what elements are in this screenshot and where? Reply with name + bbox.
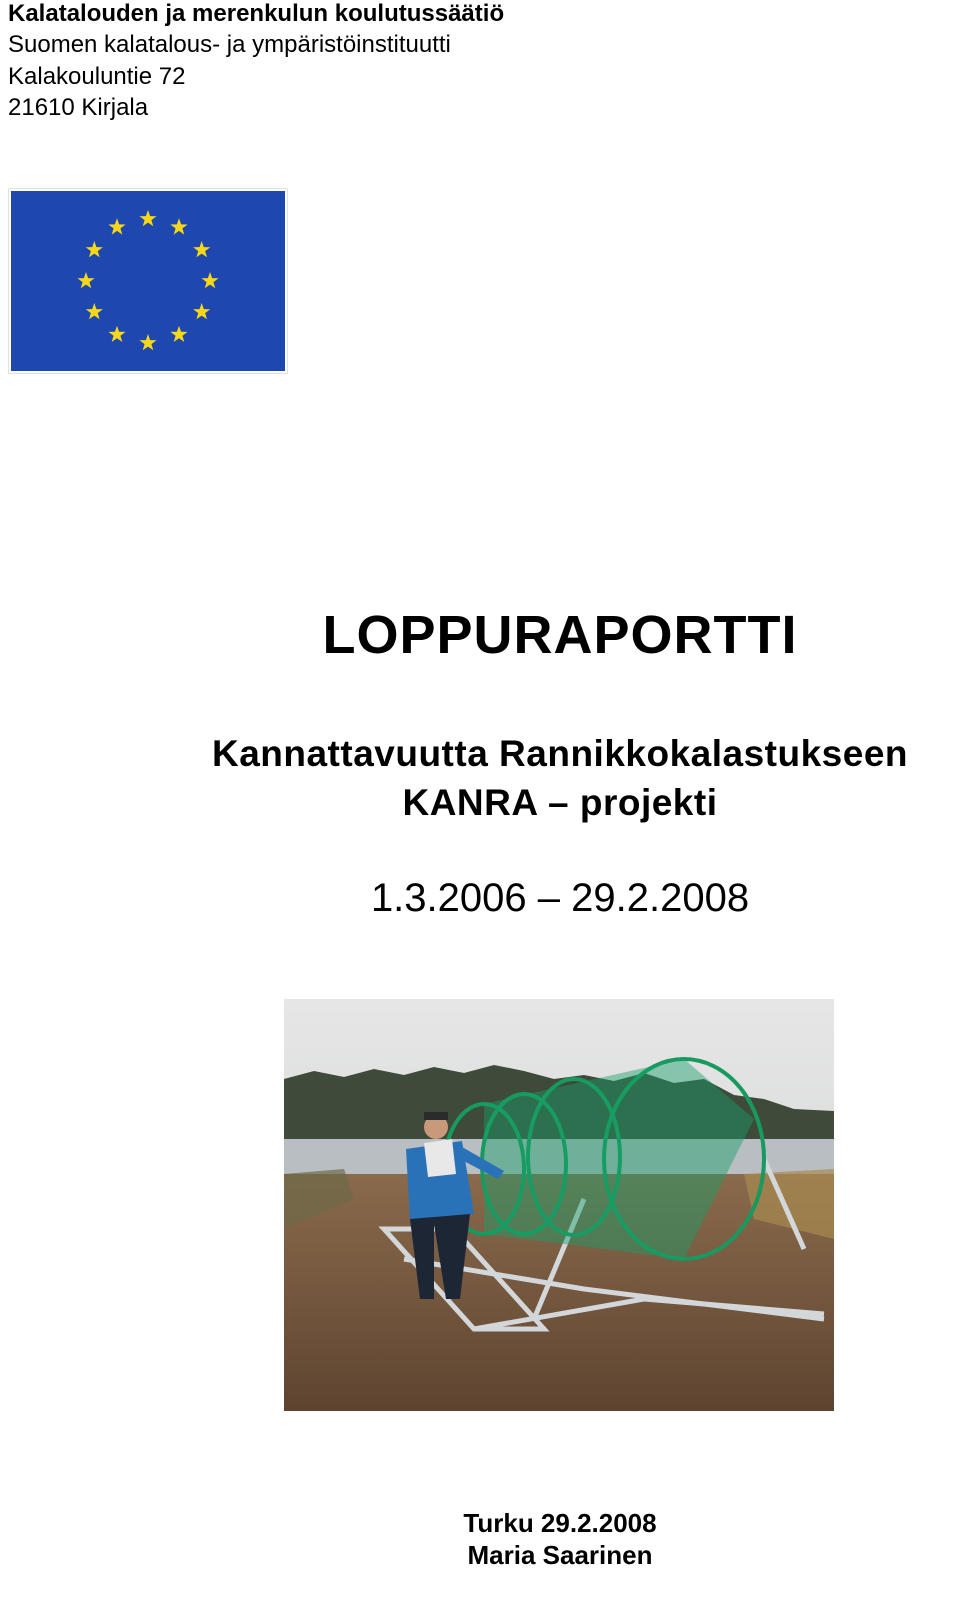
project-code: KANRA – projekti	[402, 782, 718, 823]
street-address: Kalakouluntie 72	[8, 63, 186, 90]
eu-flag-icon	[8, 188, 288, 374]
place-and-date: Turku 29.2.2008	[463, 1508, 657, 1538]
author-name: Maria Saarinen	[467, 1540, 653, 1570]
project-name: Kannattavuutta Rannikkokalastukseen	[211, 733, 909, 774]
fish-trap-photo-icon	[284, 999, 834, 1411]
organization-name: Kalatalouden ja merenkulun koulutussäätiö	[8, 0, 505, 27]
institute-name: Suomen kalatalous- ja ympäristöinstituutti	[8, 31, 451, 58]
postal-city: 21610 Kirjala	[8, 94, 149, 121]
report-title: LOPPURAPORTTI	[322, 605, 798, 665]
project-dates: 1.3.2006 – 29.2.2008	[370, 876, 750, 920]
